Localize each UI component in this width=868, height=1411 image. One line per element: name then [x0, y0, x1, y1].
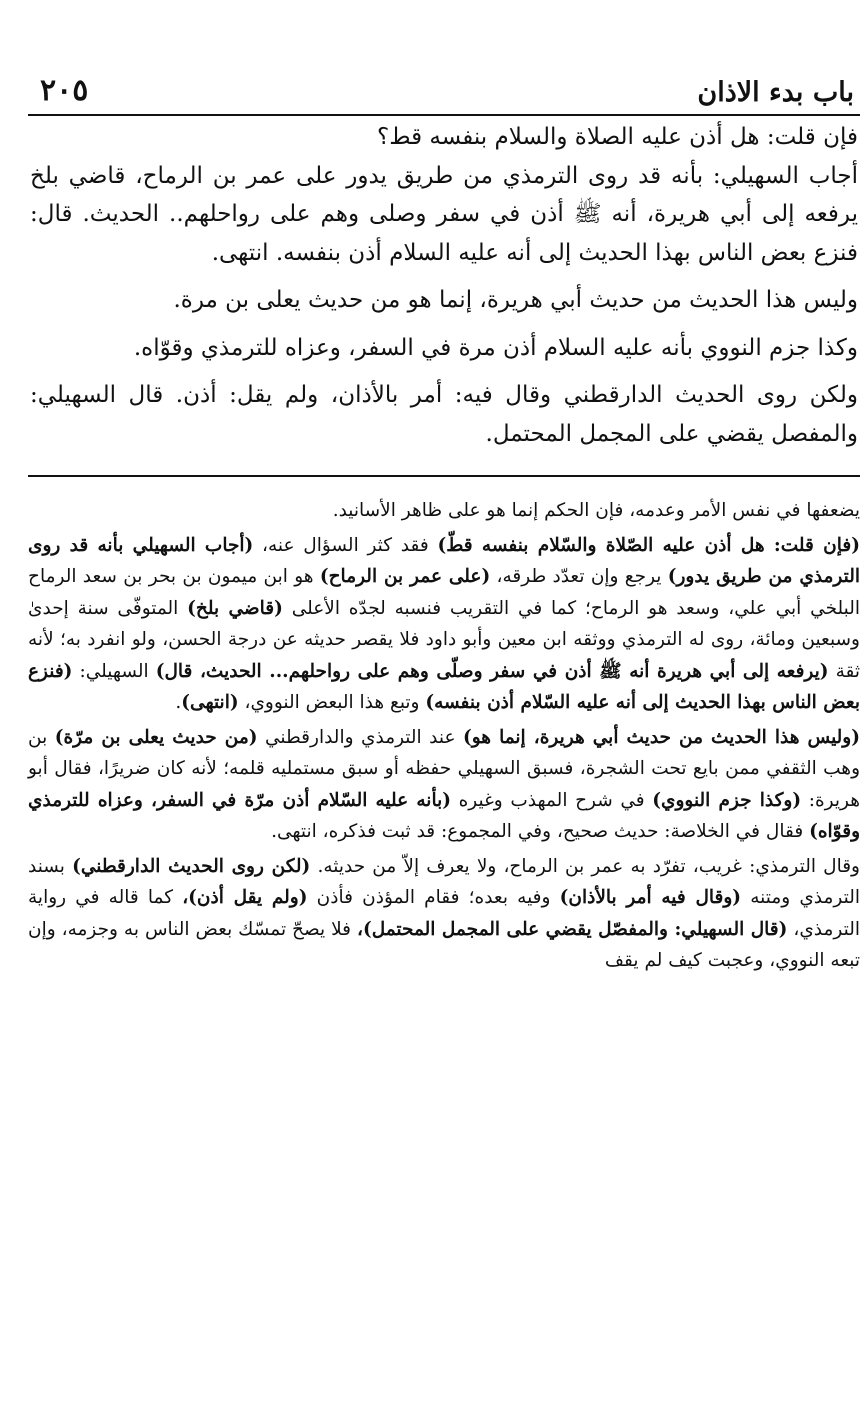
quoted-matn: (أجاب السهيلي بأنه قد روى الترمذي من طريق يدور): [28, 534, 860, 587]
commentary-text-run: وفيه بعده؛ فقام المؤذن فأذن: [307, 887, 560, 908]
quoted-matn: (قال السهيلي: والمفصّل يقضي على المجمل المحتمل)،: [356, 918, 788, 940]
page-header: [28, 52, 860, 116]
commentary-text-run: .: [175, 692, 182, 713]
commentary-text-run: بن وهب الثقفي ممن بايع تحت الشجرة، فسبق السهيلي حفظه أو سبق مستمليه قلمه؛ لأنه كان ضريرًا، فقال أبو هريرة:: [28, 726, 860, 811]
commentary-text-run: بسند الترمذي ومتنه: [28, 855, 860, 908]
main-paragraph-yala-hadith: وليس هذا الحديث من حديث أبي هريرة، إنما هو من حديث يعلى بن مرة.: [173, 287, 858, 313]
quoted-matn: (انتهى): [181, 692, 239, 713]
commentary-text: [28, 495, 860, 977]
main-paragraph-suhayli-answer: أجاب السهيلي: بأنه قد روى الترمذي من طريق يدور على عمر بن الرماح، قاضي بلخ يرفعه إلى أبي هريرة، أنه ﷺ أذن في سفر وصلى وهم على رواحلهم.. الحديث. قال: فنزع بعض الناس بهذا الحديث إلى أنه عليه السلام أذن بنفسه. انتهى.: [30, 162, 858, 266]
quoted-matn: (على عمر بن الرماح): [319, 566, 491, 587]
quoted-matn: (فنزع بعض الناس بهذا الحديث إلى أنه عليه السّلام أذن بنفسه): [28, 660, 860, 713]
quoted-matn: (قاضي بلخ): [187, 597, 283, 619]
footnote-separator: [28, 475, 860, 477]
commentary-text-run: المتوفّى سنة إحدىٰ وسبعين ومائة، روى له الترمذي ووثقه ابن معين وأبو داود فلا يقصر حديثه عن درجة الحسن، ولو انفرد به؛ لأنه ثقة: [28, 597, 860, 682]
commentary-text-run: فقد كثر السؤال عنه،: [253, 534, 438, 556]
commentary-paragraph-3: [28, 722, 860, 848]
quoted-matn: (وقال فيه أمر بالأذان): [559, 887, 742, 908]
quoted-matn: (فإن قلت: هل أذن عليه الصّلاة والسّلام بنفسه قطّ): [437, 534, 861, 556]
commentary-text-run: السهيلي:: [72, 660, 156, 682]
commentary-text-run: عند الترمذي والدارقطني: [257, 726, 463, 748]
commentary-paragraph-1: [28, 495, 860, 527]
chapter-title: باب بدء الاذان: [697, 77, 854, 108]
quoted-matn: (لكن روى الحديث الدارقطني): [72, 855, 311, 877]
book-page: [0, 52, 868, 1411]
commentary-paragraph-4: [28, 851, 860, 977]
commentary-text-run: يضعفها في نفس الأمر وعدمه، فإن الحكم إنما هو على ظاهر الأسانيد.: [332, 500, 860, 521]
commentary-text-run: فقال في الخلاصة: حديث صحيح، وفي المجموع: قد ثبت فذكره، انتهى.: [271, 821, 810, 842]
quoted-matn: (ولم يقل أذن)،: [182, 887, 308, 908]
quoted-matn: (وكذا جزم النووي): [652, 789, 802, 811]
commentary-text-run: كما قاله في رواية الترمذي،: [28, 887, 860, 940]
quoted-matn: (يرفعه إلى أبي هريرة أنه ﷺ أذن في سفر وصلّى وهم على رواحلهم... الحديث، قال): [155, 660, 829, 682]
commentary-text-run: فلا يصحّ تمسّك بعض الناس به وجزمه، وإن تبعه النووي، وعجبت كيف لم يقف: [28, 918, 860, 971]
commentary-text-run: في شرح المهذب وغيره: [451, 789, 653, 811]
quoted-matn: (بأنه عليه السّلام أذن مرّة في السفر، وعزاه للترمذي وقوّاه): [28, 789, 860, 842]
page-number: ٢٠٥: [40, 73, 89, 108]
main-paragraph-nawawi: وكذا جزم النووي بأنه عليه السلام أذن مرة في السفر، وعزاه للترمذي وقوّاه.: [133, 334, 858, 361]
commentary-paragraph-2: [28, 530, 860, 719]
commentary-text-run: وقال الترمذي: غريب، تفرّد به عمر بن الرماح، ولا يعرف إلاّ من حديثه.: [310, 855, 860, 877]
quoted-matn: (من حديث يعلى بن مرّة): [54, 726, 258, 748]
commentary-text-run: يرجع وإن تعدّد طرقه،: [490, 566, 668, 587]
main-paragraph-question: فإن قلت: هل أذن عليه الصلاة والسلام بنفسه قط؟: [377, 124, 858, 150]
main-text: [28, 118, 860, 453]
commentary-text-run: هو ابن ميمون بن بحر بن سعد الرماح البلخي أبي علي، وسعد هو الرماح؛ كما في التقريب فنسبه لجدّه الأعلى: [28, 566, 860, 619]
main-paragraph-daraqutni: ولكن روى الحديث الدارقطني وقال فيه: أمر بالأذان، ولم يقل: أذن. قال السهيلي: والمفصل يقضي على المجمل المحتمل.: [30, 382, 858, 447]
commentary-text-run: وتبع هذا البعض النووي،: [238, 692, 426, 713]
quoted-matn: (وليس هذا الحديث من حديث أبي هريرة، إنما هو): [462, 726, 860, 748]
